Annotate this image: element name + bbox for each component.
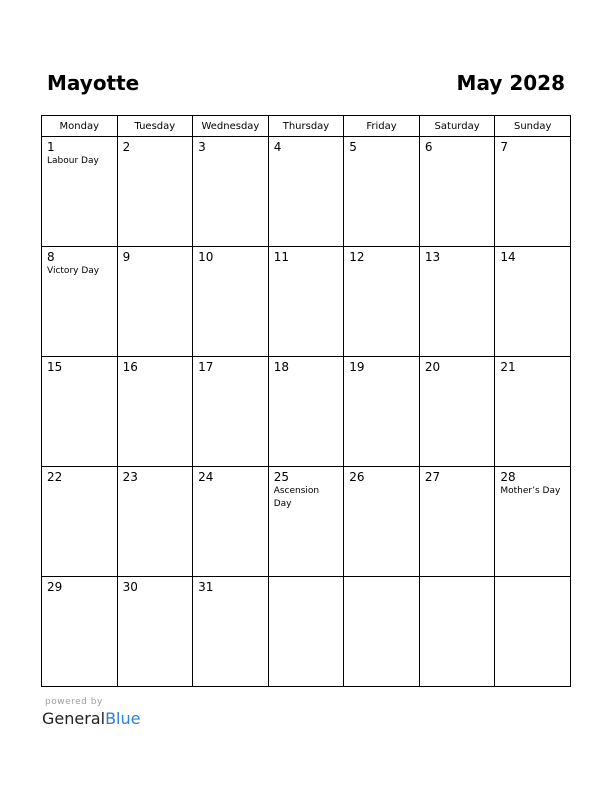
day-number: 16 (122, 360, 138, 374)
holiday-label: Labour Day (47, 156, 99, 166)
day-cell (42, 247, 118, 357)
calendar-grid (41, 115, 571, 687)
day-cell-content (42, 467, 117, 487)
day-cell-content (118, 137, 193, 157)
day-number: 17 (198, 360, 214, 374)
day-cell-content (495, 577, 570, 583)
day-number: 4 (273, 140, 282, 154)
generalblue-logo (42, 709, 140, 729)
day-cell (42, 467, 118, 577)
day-cell (42, 577, 118, 687)
day-number: 27 (424, 470, 441, 484)
day-cell (419, 137, 495, 247)
holiday-label: Victory Day (47, 266, 100, 276)
weekday-header: Sunday (495, 116, 571, 137)
day-cell (268, 467, 344, 577)
day-number: 9 (122, 250, 131, 264)
footer-branding (42, 697, 140, 729)
day-cell-content (344, 247, 419, 267)
day-number: 12 (349, 250, 365, 264)
day-cell (344, 247, 420, 357)
day-cell (419, 467, 495, 577)
day-number: 18 (273, 360, 289, 374)
logo-general-text: General (42, 709, 106, 728)
day-number: 21 (500, 360, 516, 374)
day-cell (193, 137, 269, 247)
week-row (42, 137, 571, 247)
day-cell-content (269, 357, 344, 377)
empty-day-cell (344, 577, 420, 687)
day-cell (193, 577, 269, 687)
week-row (42, 357, 571, 467)
holiday-label: Ascension Day (273, 486, 320, 509)
day-cell-content (495, 467, 570, 501)
day-cell-content (193, 467, 268, 487)
day-cell-content (420, 247, 495, 267)
day-cell-content (193, 137, 268, 157)
day-cell (495, 137, 571, 247)
weekday-header: Tuesday (117, 116, 193, 137)
day-cell (117, 577, 193, 687)
day-cell (42, 357, 118, 467)
day-cell (268, 247, 344, 357)
day-number: 15 (47, 360, 63, 374)
day-cell (419, 357, 495, 467)
calendar-country-title: Mayotte (47, 71, 140, 95)
day-cell (344, 137, 420, 247)
day-cell-content (495, 137, 570, 157)
day-cell (117, 137, 193, 247)
weekday-header: Thursday (268, 116, 344, 137)
weekday-header: Monday (42, 116, 118, 137)
day-cell-content (495, 357, 570, 377)
empty-day-cell (419, 577, 495, 687)
powered-by-text: powered by (45, 697, 103, 707)
day-cell (419, 247, 495, 357)
empty-day-cell (268, 577, 344, 687)
day-cell-content (420, 357, 495, 377)
calendar-body (42, 137, 571, 687)
day-number: 10 (198, 250, 214, 264)
day-cell-content (344, 467, 419, 487)
day-number: 29 (47, 580, 63, 594)
day-number: 11 (273, 250, 289, 264)
weekday-header: Saturday (419, 116, 495, 137)
calendar-month-title: May 2028 (456, 71, 565, 95)
day-cell (193, 247, 269, 357)
day-cell-content (118, 357, 193, 377)
day-cell-content (118, 467, 193, 487)
day-cell-content (269, 247, 344, 267)
day-cell-content (420, 467, 495, 487)
holiday-label: Mother’s Day (500, 486, 561, 496)
day-number: 1 (47, 140, 55, 154)
day-number: 7 (500, 140, 509, 154)
day-number: 14 (500, 250, 516, 264)
day-cell-content (344, 357, 419, 377)
day-cell-content (42, 357, 117, 377)
day-cell-content (495, 247, 570, 267)
week-row (42, 467, 571, 577)
day-cell-content (269, 467, 344, 514)
day-cell (495, 467, 571, 577)
empty-day-cell (495, 577, 571, 687)
day-number: 19 (349, 360, 365, 374)
week-row (42, 247, 571, 357)
day-number: 20 (424, 360, 441, 374)
day-cell (117, 467, 193, 577)
day-cell (117, 357, 193, 467)
weekday-header-row (42, 116, 571, 137)
weekday-header: Wednesday (193, 116, 269, 137)
day-number: 28 (500, 470, 516, 484)
day-cell-content (344, 577, 419, 583)
day-cell-content (193, 357, 268, 377)
day-number: 26 (349, 470, 365, 484)
day-number: 13 (424, 250, 441, 264)
day-cell-content (42, 247, 117, 281)
day-cell-content (42, 577, 117, 597)
day-number: 2 (122, 140, 131, 154)
day-cell-content (118, 577, 193, 597)
day-cell-content (420, 137, 495, 157)
day-cell-content (344, 137, 419, 157)
day-cell-content (193, 577, 268, 597)
day-cell (495, 247, 571, 357)
logo-blue-text: Blue (105, 709, 141, 728)
day-number: 8 (47, 250, 55, 264)
day-cell (344, 357, 420, 467)
weekday-header: Friday (344, 116, 420, 137)
day-cell-content (118, 247, 193, 267)
day-cell-content (269, 577, 344, 583)
day-cell (344, 467, 420, 577)
day-number: 25 (273, 470, 289, 484)
day-cell (268, 137, 344, 247)
day-cell (42, 137, 118, 247)
day-cell-content (193, 247, 268, 267)
day-number: 30 (122, 580, 138, 594)
day-number: 24 (198, 470, 214, 484)
day-number: 31 (198, 580, 214, 594)
day-number: 23 (122, 470, 138, 484)
day-cell-content (420, 577, 495, 583)
day-cell (117, 247, 193, 357)
day-cell (193, 467, 269, 577)
day-number: 3 (198, 140, 206, 154)
day-cell (193, 357, 269, 467)
day-cell-content (269, 137, 344, 157)
day-number: 5 (349, 140, 357, 154)
week-row (42, 577, 571, 687)
day-cell-content (42, 137, 117, 171)
day-cell (495, 357, 571, 467)
day-number: 6 (424, 140, 433, 154)
day-cell (268, 357, 344, 467)
day-number: 22 (47, 470, 63, 484)
